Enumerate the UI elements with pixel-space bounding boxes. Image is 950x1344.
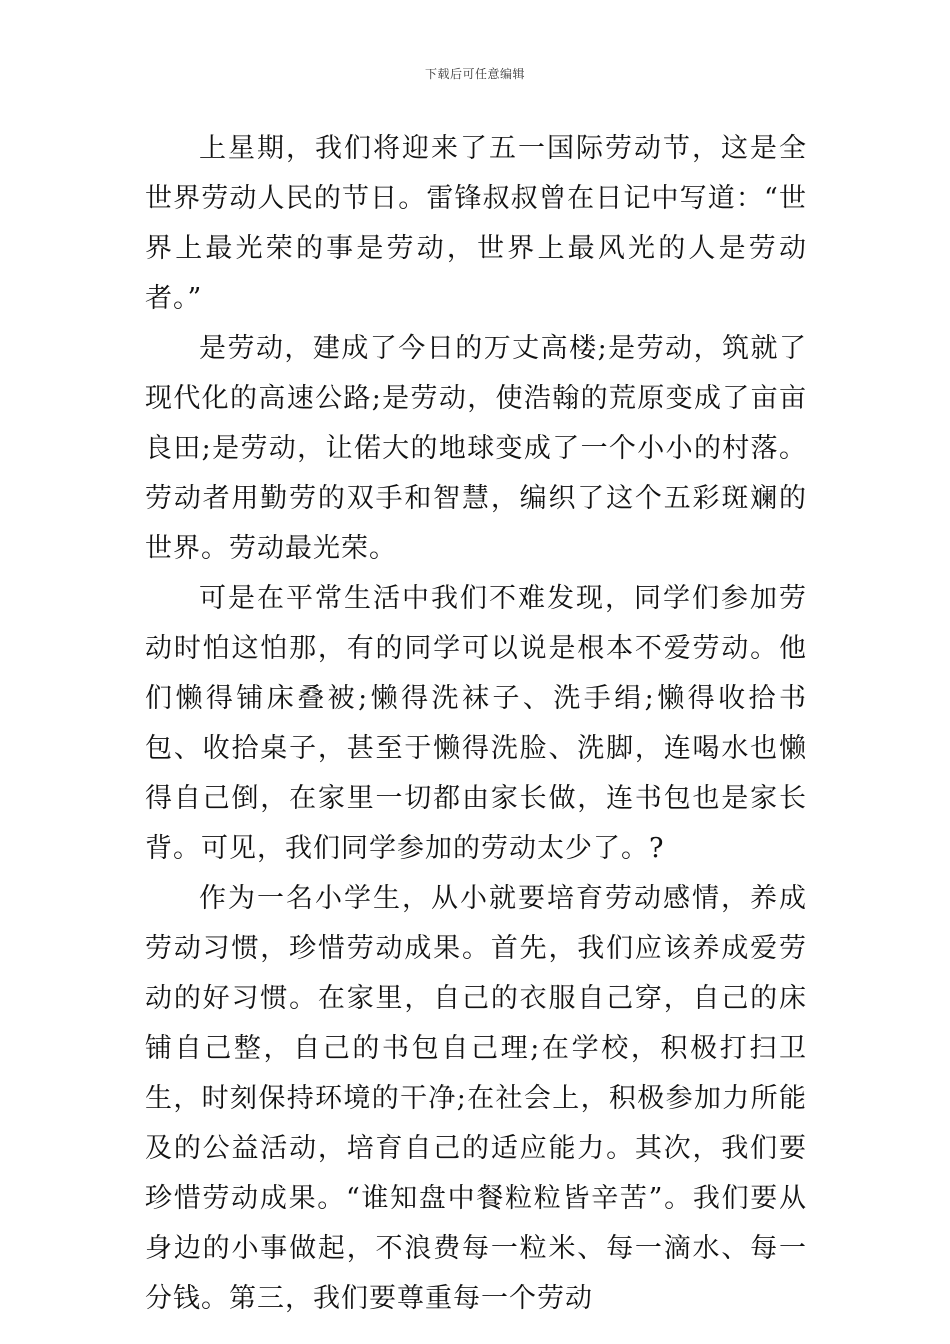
document-body (145, 124, 807, 1324)
paragraph-3: 可是在平常生活中我们不难发现，同学们参加劳动时怕这怕那，有的同学可以说是根本不爱劳动。他们懒得铺床叠被;懒得洗袜子、洗手绢;懒得收拾书包、收拾桌子，甚至于懒得洗脸、洗脚，连喝水也懒得自己倒，在家里一切都由家长做，连书包也是家长背。可见，我们同学参加的劳动太少了。? (145, 583, 807, 864)
paragraph-4: 作为一名小学生，从小就要培育劳动感情，养成劳动习惯，珍惜劳动成果。首先，我们应该养成爱劳动的好习惯。在家里，自己的衣服自己穿，自己的床铺自己整，自己的书包自己理;在学校，积极打扫卫生，时刻保持环境的干净;在社会上，积极参加力所能及的公益活动，培育自己的适应能力。其次，我们要珍惜劳动成果。“谁知盘中餐粒粒皆辛苦”。我们要从身边的小事做起，不浪费每一粒米、每一滴水、每一分钱。第三，我们要尊重每一个劳动 (145, 883, 807, 1314)
paragraph-2: 是劳动，建成了今日的万丈高楼;是劳动，筑就了现代化的高速公路;是劳动，使浩翰的荒原变成了亩亩良田;是劳动，让偌大的地球变成了一个小小的村落。劳动者用勤劳的双手和智慧，编织了这个五彩斑斓的世界。劳动最光荣。 (145, 333, 807, 564)
paragraph-1: 上星期，我们将迎来了五一国际劳动节，这是全世界劳动人民的节日。雷锋叔叔曾在日记中写道：“世界上最光荣的事是劳动，世界上最风光的人是劳动者。” (145, 133, 807, 314)
header-note: 下载后可任意编辑 (424, 67, 525, 81)
